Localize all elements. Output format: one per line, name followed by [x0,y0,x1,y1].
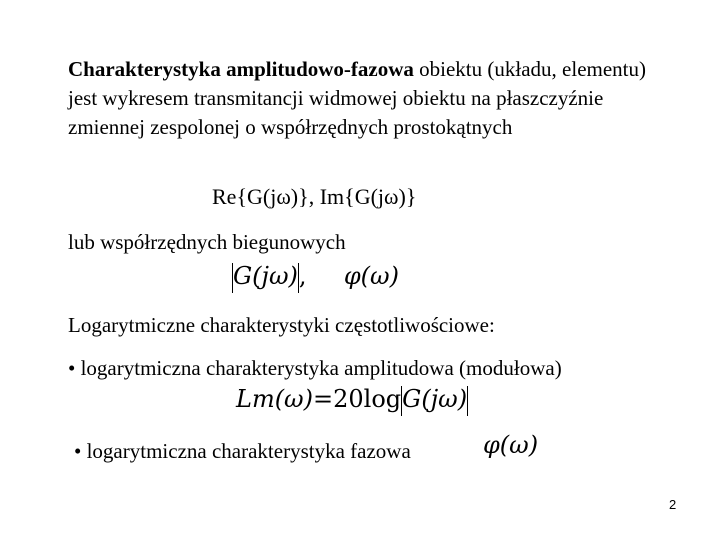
formula-phase: φ(ω) [483,431,539,459]
lm-equals: = [313,385,334,413]
formula-rectangular: Re{G(jω)}, Im{G(jω)} [212,184,417,209]
polar-comma: , [298,262,307,290]
lm-abs-bar-right [467,386,468,416]
bullet-amplitude: • logarytmiczna charakterystyka amplitudowa (modułowa) [68,356,562,380]
lm-coefficient: 20 [333,385,364,413]
bullet-phase: • logarytmiczna charakterystyka fazowa [74,439,411,463]
lm-lhs: Lm(ω) [236,385,313,413]
formula-polar [232,262,399,293]
lm-log: log [363,385,402,413]
formula-lm [236,385,468,416]
lm-argument: G(jω) [402,385,468,413]
definition-paragraph [68,55,668,142]
definition-text: obiektu (układu, elementu) jest wykresem transmitancji widmowej obiektu na płaszczyźnie zmiennej zespolonej o współrzędnych prostokątnych [68,57,647,139]
definition-term: Charakterystyka amplitudowo-fazowa [68,57,414,81]
phase-term: φ(ω) [343,262,399,290]
polar-intro-text: lub współrzędnych biegunowych [68,230,346,254]
page-number: 2 [669,497,677,512]
modulus-term: G(jω) [233,262,298,290]
log-heading: Logarytmiczne charakterystyki częstotliwościowe: [68,313,495,337]
